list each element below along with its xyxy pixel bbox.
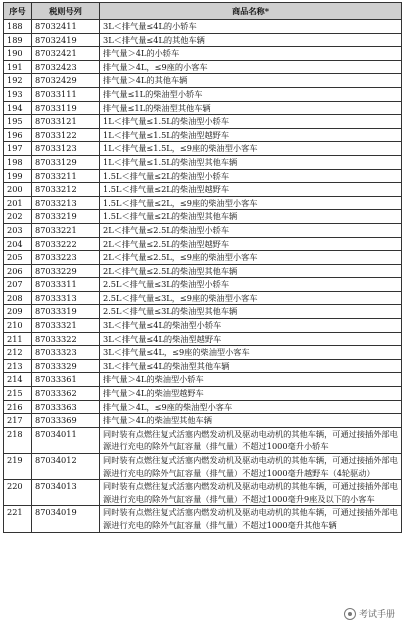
tariff-code-cell: 87033363	[32, 400, 100, 414]
tariff-code-cell: 87033369	[32, 414, 100, 428]
seq-cell: 192	[4, 74, 32, 88]
table-row	[4, 237, 402, 251]
tariff-code-cell: 87034013	[32, 480, 100, 506]
tariff-code-cell: 87033122	[32, 128, 100, 142]
table-row	[4, 373, 402, 387]
product-name-cell: 1L＜排气量≤1.5L的柴油型小轿车	[100, 115, 402, 129]
table-body	[4, 20, 402, 533]
table-row	[4, 60, 402, 74]
seq-cell: 203	[4, 223, 32, 237]
product-name-cell: 排气量＞4L的其他车辆	[100, 74, 402, 88]
product-name-cell: 3L＜排气量≤4L的柴油型越野车	[100, 332, 402, 346]
tariff-code-cell: 87033212	[32, 183, 100, 197]
product-name-cell: 3L＜排气量≤4L的小轿车	[100, 20, 402, 34]
product-name-cell: 排气量＞4L的小轿车	[100, 47, 402, 61]
seq-cell: 221	[4, 506, 32, 532]
product-name-cell: 1.5L＜排气量≤2L，≤9座的柴油型小客车	[100, 196, 402, 210]
header-product-name: 商品名称*	[100, 3, 402, 20]
product-name-cell: 2L＜排气量≤2.5L的柴油型小轿车	[100, 223, 402, 237]
tariff-code-cell: 87033311	[32, 278, 100, 292]
table-row	[4, 264, 402, 278]
product-name-cell: 排气量＞4L的柴油型其他车辆	[100, 414, 402, 428]
product-name-cell: 同时装有点燃往复式活塞内燃发动机及驱动电动机的其他车辆，可通过接插外部电源进行充电的除外气缸容量（排气量）不超过1000毫升越野车（4轮驱动）	[100, 454, 402, 480]
wechat-icon	[344, 608, 356, 620]
table-row	[4, 47, 402, 61]
tariff-code-cell: 87032411	[32, 20, 100, 34]
product-name-cell: 排气量＞4L，≤9座的小客车	[100, 60, 402, 74]
seq-cell: 205	[4, 251, 32, 265]
table-row	[4, 155, 402, 169]
tariff-table	[3, 2, 402, 533]
header-seq: 序号	[4, 3, 32, 20]
product-name-cell: 2.5L＜排气量≤3L的柴油型其他车辆	[100, 305, 402, 319]
table-row	[4, 346, 402, 360]
watermark-text: 考试手册	[358, 610, 395, 620]
tariff-code-cell: 87033111	[32, 87, 100, 101]
tariff-code-cell: 87033129	[32, 155, 100, 169]
tariff-code-cell: 87033223	[32, 251, 100, 265]
seq-cell: 217	[4, 414, 32, 428]
product-name-cell: 1.5L＜排气量≤2L的柴油型越野车	[100, 183, 402, 197]
seq-cell: 190	[4, 47, 32, 61]
table-row	[4, 506, 402, 532]
seq-cell: 218	[4, 427, 32, 453]
seq-cell: 188	[4, 20, 32, 34]
seq-cell: 201	[4, 196, 32, 210]
seq-cell: 195	[4, 115, 32, 129]
seq-cell: 189	[4, 33, 32, 47]
product-name-cell: 同时装有点燃往复式活塞内燃发动机及驱动电动机的其他车辆，可通过接插外部电源进行充电的除外气缸容量（排气量）不超过1000毫升其他车辆	[100, 506, 402, 532]
table-row	[4, 305, 402, 319]
tariff-code-cell: 87033123	[32, 142, 100, 156]
seq-cell: 208	[4, 291, 32, 305]
tariff-code-cell: 87033321	[32, 319, 100, 333]
tariff-code-cell: 87033119	[32, 101, 100, 115]
seq-cell: 209	[4, 305, 32, 319]
table-row	[4, 196, 402, 210]
product-name-cell: 2L＜排气量≤2.5L，≤9座的柴油型小客车	[100, 251, 402, 265]
table-row	[4, 223, 402, 237]
seq-cell: 213	[4, 359, 32, 373]
product-name-cell: 2.5L＜排气量≤3L，≤9座的柴油型小客车	[100, 291, 402, 305]
product-name-cell: 2.5L＜排气量≤3L的柴油型小轿车	[100, 278, 402, 292]
tariff-code-cell: 87033211	[32, 169, 100, 183]
table-row	[4, 427, 402, 453]
table-row	[4, 183, 402, 197]
seq-cell: 200	[4, 183, 32, 197]
tariff-code-cell: 87033322	[32, 332, 100, 346]
seq-cell: 196	[4, 128, 32, 142]
product-name-cell: 3L＜排气量≤4L的柴油型其他车辆	[100, 359, 402, 373]
product-name-cell: 1.5L＜排气量≤2L的柴油型其他车辆	[100, 210, 402, 224]
tariff-code-cell: 87034011	[32, 427, 100, 453]
table-row	[4, 414, 402, 428]
seq-cell: 204	[4, 237, 32, 251]
header-tariff-code: 税则号列	[32, 3, 100, 20]
seq-cell: 220	[4, 480, 32, 506]
tariff-code-cell: 87033222	[32, 237, 100, 251]
table-header-row	[4, 3, 402, 20]
table-row	[4, 210, 402, 224]
tariff-code-cell: 87032421	[32, 47, 100, 61]
tariff-code-cell: 87033219	[32, 210, 100, 224]
seq-cell: 202	[4, 210, 32, 224]
tariff-code-cell: 87033221	[32, 223, 100, 237]
tariff-code-cell: 87032423	[32, 60, 100, 74]
tariff-code-cell: 87032429	[32, 74, 100, 88]
table-row	[4, 74, 402, 88]
tariff-code-cell: 87033329	[32, 359, 100, 373]
tariff-code-cell: 87034012	[32, 454, 100, 480]
product-name-cell: 3L＜排气量≤4L的柴油型小轿车	[100, 319, 402, 333]
tariff-code-cell: 87034019	[32, 506, 100, 532]
product-name-cell: 3L＜排气量≤4L，≤9座的柴油型小客车	[100, 346, 402, 360]
product-name-cell: 排气量＞4L的柴油型越野车	[100, 387, 402, 401]
table-row	[4, 87, 402, 101]
table-row	[4, 291, 402, 305]
product-name-cell: 2L＜排气量≤2.5L的柴油型其他车辆	[100, 264, 402, 278]
product-name-cell: 同时装有点燃往复式活塞内燃发动机及驱动电动机的其他车辆，可通过接插外部电源进行充电的除外气缸容量（排气量）不超过1000毫升9座及以下的小客车	[100, 480, 402, 506]
product-name-cell: 排气量＞4L的柴油型小轿车	[100, 373, 402, 387]
product-name-cell: 2L＜排气量≤2.5L的柴油型越野车	[100, 237, 402, 251]
seq-cell: 214	[4, 373, 32, 387]
seq-cell: 199	[4, 169, 32, 183]
tariff-code-cell: 87033313	[32, 291, 100, 305]
tariff-code-cell: 87033121	[32, 115, 100, 129]
seq-cell: 193	[4, 87, 32, 101]
seq-cell: 210	[4, 319, 32, 333]
table-row	[4, 332, 402, 346]
table-row	[4, 319, 402, 333]
product-name-cell: 排气量≤1L的柴油型小轿车	[100, 87, 402, 101]
table-row	[4, 480, 402, 506]
tariff-code-cell: 87033229	[32, 264, 100, 278]
seq-cell: 219	[4, 454, 32, 480]
product-name-cell: 1.5L＜排气量≤2L的柴油型小轿车	[100, 169, 402, 183]
seq-cell: 216	[4, 400, 32, 414]
seq-cell: 197	[4, 142, 32, 156]
tariff-table-container	[3, 2, 401, 533]
table-row	[4, 278, 402, 292]
seq-cell: 211	[4, 332, 32, 346]
table-row	[4, 454, 402, 480]
table-row	[4, 115, 402, 129]
seq-cell: 215	[4, 387, 32, 401]
seq-cell: 207	[4, 278, 32, 292]
tariff-code-cell: 87033361	[32, 373, 100, 387]
tariff-code-cell: 87033323	[32, 346, 100, 360]
product-name-cell: 3L＜排气量≤4L的其他车辆	[100, 33, 402, 47]
product-name-cell: 1L＜排气量≤1.5L的柴油型其他车辆	[100, 155, 402, 169]
table-row	[4, 33, 402, 47]
seq-cell: 198	[4, 155, 32, 169]
watermark	[341, 606, 398, 621]
product-name-cell: 1L＜排气量≤1.5L，≤9座的柴油型小客车	[100, 142, 402, 156]
tariff-code-cell: 87033319	[32, 305, 100, 319]
tariff-code-cell: 87033213	[32, 196, 100, 210]
table-row	[4, 169, 402, 183]
table-row	[4, 400, 402, 414]
seq-cell: 212	[4, 346, 32, 360]
table-row	[4, 20, 402, 34]
seq-cell: 206	[4, 264, 32, 278]
table-row	[4, 142, 402, 156]
table-row	[4, 387, 402, 401]
product-name-cell: 排气量＞4L，≤9座的柴油型小客车	[100, 400, 402, 414]
tariff-code-cell: 87032419	[32, 33, 100, 47]
seq-cell: 191	[4, 60, 32, 74]
table-row	[4, 101, 402, 115]
table-row	[4, 128, 402, 142]
product-name-cell: 排气量≤1L的柴油型其他车辆	[100, 101, 402, 115]
product-name-cell: 1L＜排气量≤1.5L的柴油型越野车	[100, 128, 402, 142]
seq-cell: 194	[4, 101, 32, 115]
product-name-cell: 同时装有点燃往复式活塞内燃发动机及驱动电动机的其他车辆，可通过接插外部电源进行充电的除外气缸容量（排气量）不超过1000毫升小轿车	[100, 427, 402, 453]
tariff-code-cell: 87033362	[32, 387, 100, 401]
table-row	[4, 359, 402, 373]
table-row	[4, 251, 402, 265]
